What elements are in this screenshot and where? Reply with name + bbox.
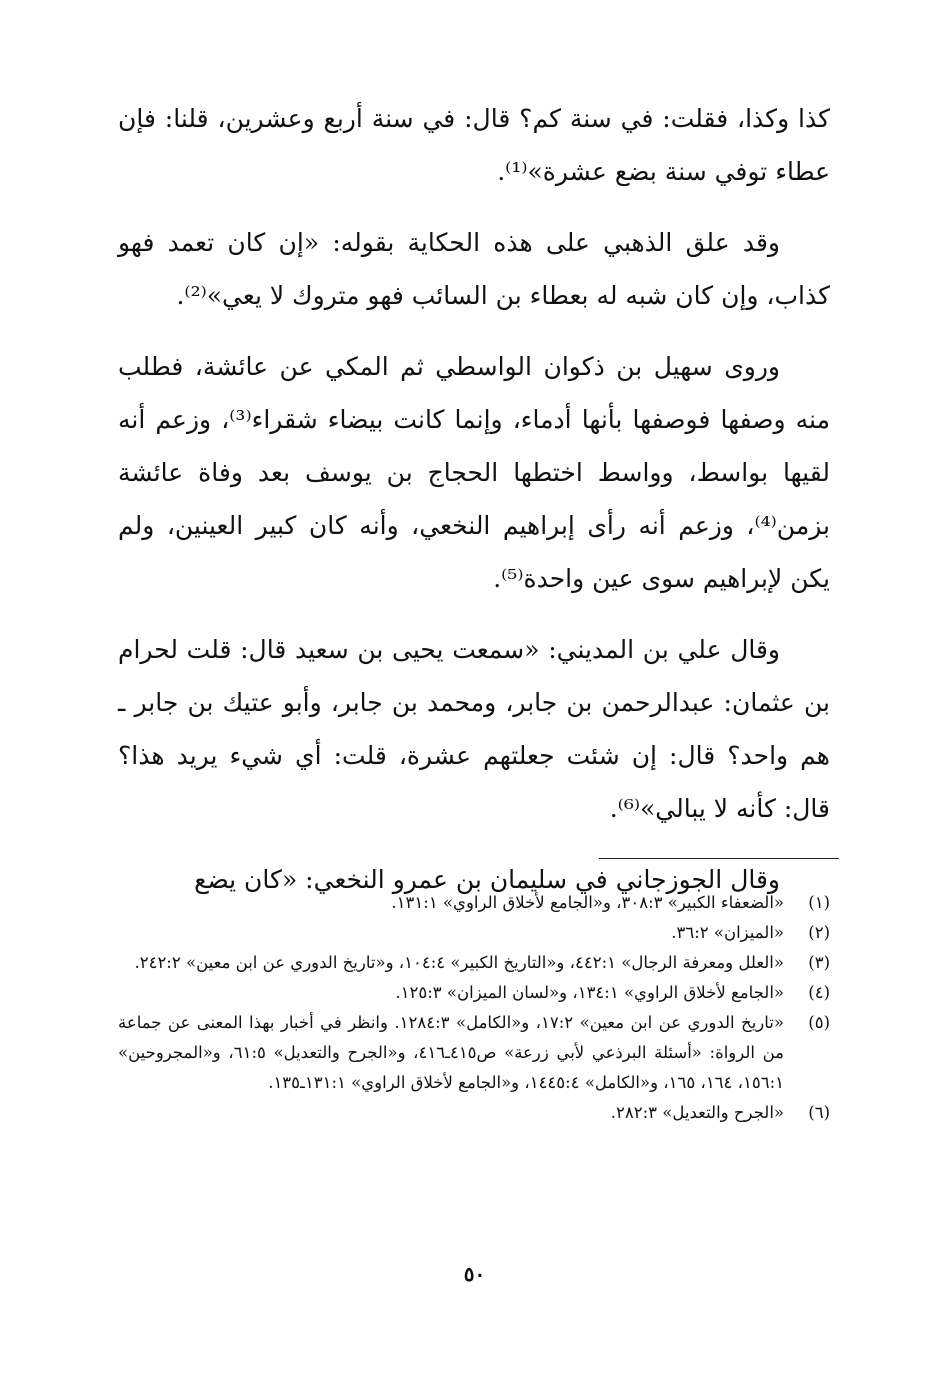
footnote-number: (٤) — [808, 983, 830, 1002]
footnote-number: (١) — [808, 893, 830, 912]
footnote-number: (٥) — [808, 1013, 830, 1032]
footnote-text: «الميزان» ٣٦:٢. — [671, 923, 784, 942]
footnote-text: «تاريخ الدوري عن ابن معين» ١٧:٢، و«الكامل» ١٢٨٤:٣. وانظر في أخبار بهذا المعنى عن جماعة من الرواة: «أسئلة البرذعي لأبي زرعة» ص٤١٥ـ٤١٦، و«الجرح والتعديل» ٦١:٥، و«المجروحين» ١٥٦:١، ١٦٤، ١٦٥، و«الكامل» ١٤٤٥:٤، و«الجامع لأخلاق الراوي» ١٣١:١ـ١٣٥. — [118, 1013, 784, 1092]
paragraph-2: وقد علق الذهبي على هذه الحكاية بقوله: «إن كان تعمد فهو كذاب، وإن كان شبه له بعطاء بن السائب فهو متروك لا يعي»⁽²⁾. — [118, 228, 830, 310]
footnote-text: «العلل ومعرفة الرجال» ٤٤٢:١، و«التاريخ الكبير» ١٠٤:٤، و«تاريخ الدوري عن ابن معين» ٢٤٢:٢. — [134, 953, 784, 972]
footnote-number: (٣) — [808, 953, 830, 972]
footnote-number: (٦) — [808, 1103, 830, 1122]
page-number: ٥٠ — [463, 1262, 486, 1286]
paragraph-5: وقال الجوزجاني في سليمان بن عمرو النخعي: «كان يضع — [194, 865, 780, 894]
paragraph-3: وروى سهيل بن ذكوان الواسطي ثم المكي عن عائشة، فطلب منه وصفها فوصفها بأنها أدماء، وإنما كانت بيضاء شقراء⁽³⁾، وزعم أنه لقيها بواسط، وواسط اختطها الحجاج بن يوسف بعد وفاة عائشة بزمن⁽⁴⁾، وزعم أنه رأى إبراهيم النخعي، وأنه كان كبير العينين، ولم يكن لإبراهيم سوى عين واحدة⁽⁵⁾. — [118, 352, 830, 593]
main-text-body — [118, 92, 830, 924]
footnote-2 — [118, 918, 830, 948]
footnote-5 — [118, 1008, 830, 1098]
footnote-6 — [118, 1098, 830, 1128]
footnote-text: «الجامع لأخلاق الراوي» ١٣٤:١، و«لسان الميزان» ١٢٥:٣. — [395, 983, 784, 1002]
footnotes-section — [118, 888, 830, 1128]
footnote-number: (٢) — [808, 923, 830, 942]
footnote-1 — [118, 888, 830, 918]
footnote-3 — [118, 948, 830, 978]
footnote-4 — [118, 978, 830, 1008]
paragraph-1: كذا وكذا، فقلت: في سنة كم؟ قال: في سنة أربع وعشرين، قلنا: فإن عطاء توفي سنة بضع عشرة»⁽¹⁾. — [118, 104, 830, 186]
footnote-divider — [599, 858, 839, 859]
footnote-text: «الضعفاء الكبير» ٣٠٨:٣، و«الجامع لأخلاق الراوي» ١٣١:١. — [391, 893, 784, 912]
paragraph-4: وقال علي بن المديني: «سمعت يحيى بن سعيد قال: قلت لحرام بن عثمان: عبدالرحمن بن جابر، ومحمد بن جابر، وأبو عتيك بن جابر ـ هم واحد؟ قال: إن شئت جعلتهم عشرة، قلت: أي شيء يريد هذا؟ قال: كأنه لا يبالي»⁽⁶⁾. — [118, 635, 830, 823]
footnote-text: «الجرح والتعديل» ٢٨٢:٣. — [610, 1103, 784, 1122]
